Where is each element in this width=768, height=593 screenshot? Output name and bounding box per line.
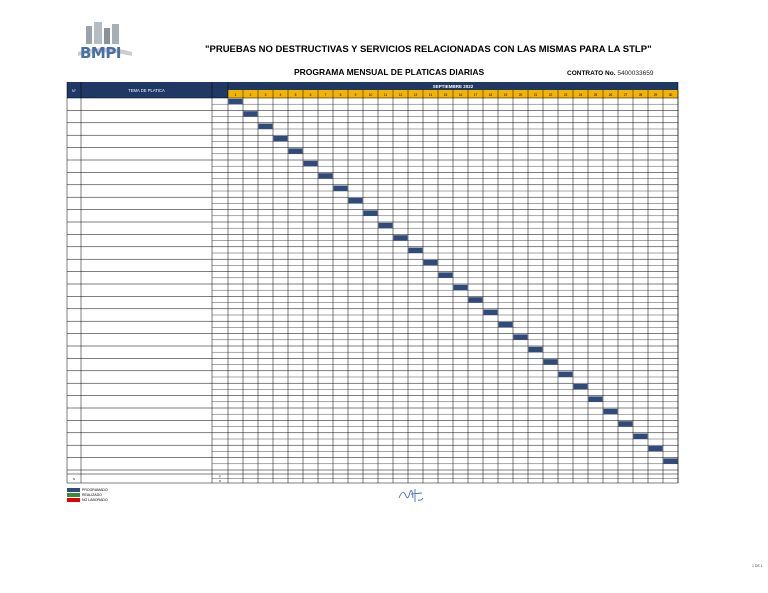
day-header: 12 bbox=[398, 93, 403, 97]
scheduled-bar bbox=[574, 384, 588, 389]
legend-item-programado bbox=[67, 487, 108, 492]
scheduled-bar bbox=[364, 210, 378, 215]
day-header: 1 bbox=[234, 93, 237, 97]
scheduled-bar bbox=[589, 396, 603, 401]
legend bbox=[67, 487, 108, 502]
document-subtitle: PROGRAMA MENSUAL DE PLATICAS DIARIAS bbox=[294, 67, 485, 77]
month-header: SEPTIEMBRE 2022 bbox=[432, 84, 474, 89]
scheduled-bar bbox=[229, 99, 243, 104]
day-header: 27 bbox=[623, 93, 628, 97]
day-header: 17 bbox=[473, 93, 478, 97]
scheduled-bar bbox=[529, 347, 543, 352]
contract-label: CONTRATO No. bbox=[567, 70, 616, 77]
document-title: "PRUEBAS NO DESTRUCTIVAS Y SERVICIOS RELACIONADAS CON LAS MISMAS PARA LA STLP" bbox=[205, 44, 652, 55]
day-header: 18 bbox=[488, 93, 493, 97]
scheduled-bar bbox=[424, 260, 438, 265]
day-header: 4 bbox=[279, 93, 282, 97]
day-header: 9 bbox=[354, 93, 357, 97]
scheduled-bar bbox=[514, 334, 528, 339]
scheduled-bar bbox=[649, 446, 663, 451]
legend-swatch bbox=[67, 488, 80, 492]
legend-swatch bbox=[67, 493, 80, 497]
scheduled-bar bbox=[664, 458, 678, 463]
day-header: 15 bbox=[443, 93, 448, 97]
scheduled-bar bbox=[334, 186, 348, 191]
day-header: 24 bbox=[578, 93, 583, 97]
scheduled-bar bbox=[469, 297, 483, 302]
day-header: 3 bbox=[264, 93, 267, 97]
footer-code: P bbox=[219, 475, 221, 479]
day-header: 7 bbox=[324, 93, 327, 97]
scheduled-bar bbox=[619, 421, 633, 426]
signature bbox=[397, 486, 425, 509]
footer-code: R bbox=[219, 480, 221, 483]
day-header: 13 bbox=[413, 93, 418, 97]
legend-label: NO LABORADO bbox=[82, 497, 108, 502]
day-header: 14 bbox=[428, 93, 433, 97]
legend-item-no-laborado bbox=[67, 497, 108, 502]
day-header: 21 bbox=[533, 93, 538, 97]
day-header: 26 bbox=[608, 93, 613, 97]
legend-label: REALIZADO bbox=[82, 492, 102, 497]
day-header: 19 bbox=[503, 93, 508, 97]
day-header: 25 bbox=[593, 93, 598, 97]
scheduled-bar bbox=[409, 248, 423, 253]
scheduled-bar bbox=[394, 235, 408, 240]
day-header: 6 bbox=[309, 93, 312, 97]
day-header: 2 bbox=[249, 93, 252, 97]
day-header: 29 bbox=[653, 93, 658, 97]
day-header: 5 bbox=[294, 93, 297, 97]
scheduled-bar bbox=[499, 322, 513, 327]
footer-num: N bbox=[72, 477, 76, 481]
day-header: 30 bbox=[668, 93, 673, 97]
contract-value: 5400033659 bbox=[617, 70, 654, 77]
day-header: 22 bbox=[548, 93, 553, 97]
scheduled-bar bbox=[304, 161, 318, 166]
scheduled-bar bbox=[439, 272, 453, 277]
scheduled-bar bbox=[379, 223, 393, 228]
scheduled-bar bbox=[559, 372, 573, 377]
day-header: 16 bbox=[458, 93, 463, 97]
scheduled-bar bbox=[454, 285, 468, 290]
day-header: 20 bbox=[518, 93, 523, 97]
scheduled-bar bbox=[274, 136, 288, 141]
day-header: 28 bbox=[638, 93, 643, 97]
scheduled-bar bbox=[349, 198, 363, 203]
day-header: 10 bbox=[368, 93, 373, 97]
page-number: 1 DE 1 bbox=[752, 564, 763, 568]
scheduled-bar bbox=[604, 409, 618, 414]
scheduled-bar bbox=[484, 310, 498, 315]
day-header: 8 bbox=[339, 93, 342, 97]
scheduled-bar bbox=[244, 111, 258, 116]
logo-wordmark: BMPI bbox=[80, 44, 121, 62]
day-header: 23 bbox=[563, 93, 568, 97]
scheduled-bar bbox=[319, 173, 333, 178]
scheduled-bar bbox=[634, 434, 648, 439]
legend-swatch bbox=[67, 498, 80, 502]
day-header: 11 bbox=[383, 93, 388, 97]
scheduled-bar bbox=[544, 359, 558, 364]
legend-label: PROGRAMADO bbox=[82, 487, 108, 492]
scheduled-bar bbox=[289, 148, 303, 153]
scheduled-bar bbox=[259, 124, 273, 129]
legend-item-realizado bbox=[67, 492, 108, 497]
col-topic-header: TEMA DE PLATICA bbox=[128, 88, 165, 93]
col-num-header: N° bbox=[72, 89, 76, 93]
